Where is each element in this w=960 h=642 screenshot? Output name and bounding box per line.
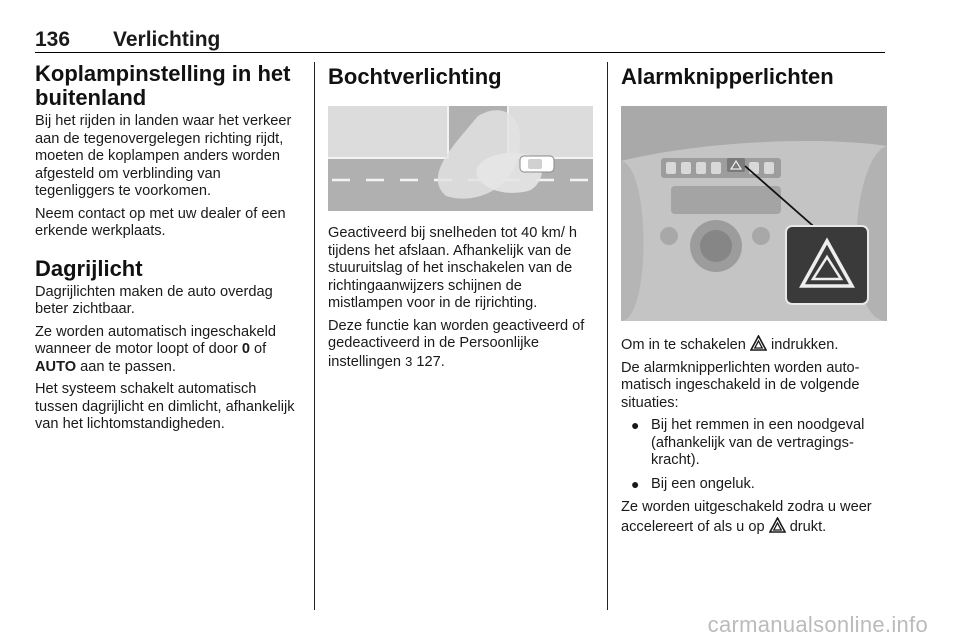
text: of [250,341,267,357]
list-item-text: Bij het remmen in een noodgeval (afhankelijk van de vertragingskracht). [651,417,865,468]
text: Deze functie kan worden geactiveerd of gedeactiveerd in de Persoonlijke instellingen [328,317,585,370]
text: indrukken. [766,337,839,353]
page-reference-arrow-icon: 3 [405,353,413,369]
bullet-icon: ● [631,417,640,433]
situations-list [621,417,887,493]
section-heading-hazard-lights: Alarmknipperlichten [621,64,834,89]
paragraph: Het systeem schakelt automatisch tussen dagrijlicht en dimlicht, afhankelijk van het lichtomstandigheden. [35,381,295,432]
control-label-0: 0 [241,341,250,357]
text: Ze worden uitgeschakeld zodra u weer accelereert of als u op [621,499,872,535]
hazard-warning-icon [769,517,786,533]
column-2 [328,62,593,376]
hazard-switch-dashboard-illustration [621,106,887,321]
paragraph: Dagrijlichten maken de auto overdag beter zichtbaar. [35,283,273,317]
watermark [0,612,960,638]
paragraph: Neem contact op met uw dealer of een erkende werkplaats. [35,205,286,239]
column-divider [314,62,315,610]
watermark-text: carmanualsonline.info [707,612,928,637]
paragraph [35,324,300,377]
paragraph: Bij het rijden in landen waar het verkeer aan de tegenovergelegen richting rijdt, moeten de koplampen anders worden afgesteld om verblinding van tegenliggers te voorkomen. [35,113,292,199]
page-reference: 127. [412,353,445,370]
section-heading-headlamp-abroad: Koplampinstelling in het buitenland [35,61,291,110]
text: Om in te schakelen [621,337,750,353]
column-1 [35,62,300,439]
page-number: 136 [35,28,71,51]
list-item-text: Bij een ongeluk. [651,475,755,492]
text: drukt. [785,518,827,535]
paragraph [328,318,593,372]
paragraph: De alarmknipperlichten worden automatisch ingeschakeld in de volgende situaties: [621,359,860,411]
hazard-warning-icon [750,335,767,351]
chapter-title: Verlichting [113,28,221,51]
paragraph [621,499,887,536]
list-item [621,476,887,494]
text: Ze worden automatisch ingeschakeld wanneer de motor loopt of door [35,323,276,357]
section-heading-cornering-light: Bochtverlichting [328,64,502,89]
column-divider [607,62,608,610]
text: aan te passen. [76,358,176,375]
cornering-light-illustration [328,106,593,211]
page-header [35,28,885,53]
paragraph [621,335,887,355]
column-3 [621,62,887,541]
paragraph: Geactiveerd bij snelheden tot 40 km/ h tijdens het afslaan. Afhankelijk van de stuuruitslag of het inschakelen van de richtingaanwijzers schijnen de mistlampen voor in de rijrichting. [328,225,578,311]
section-heading-daytime-lights: Dagrijlicht [35,255,143,281]
bullet-icon: ● [631,475,640,492]
list-item [621,417,887,470]
control-label-auto: AUTO [35,358,77,375]
